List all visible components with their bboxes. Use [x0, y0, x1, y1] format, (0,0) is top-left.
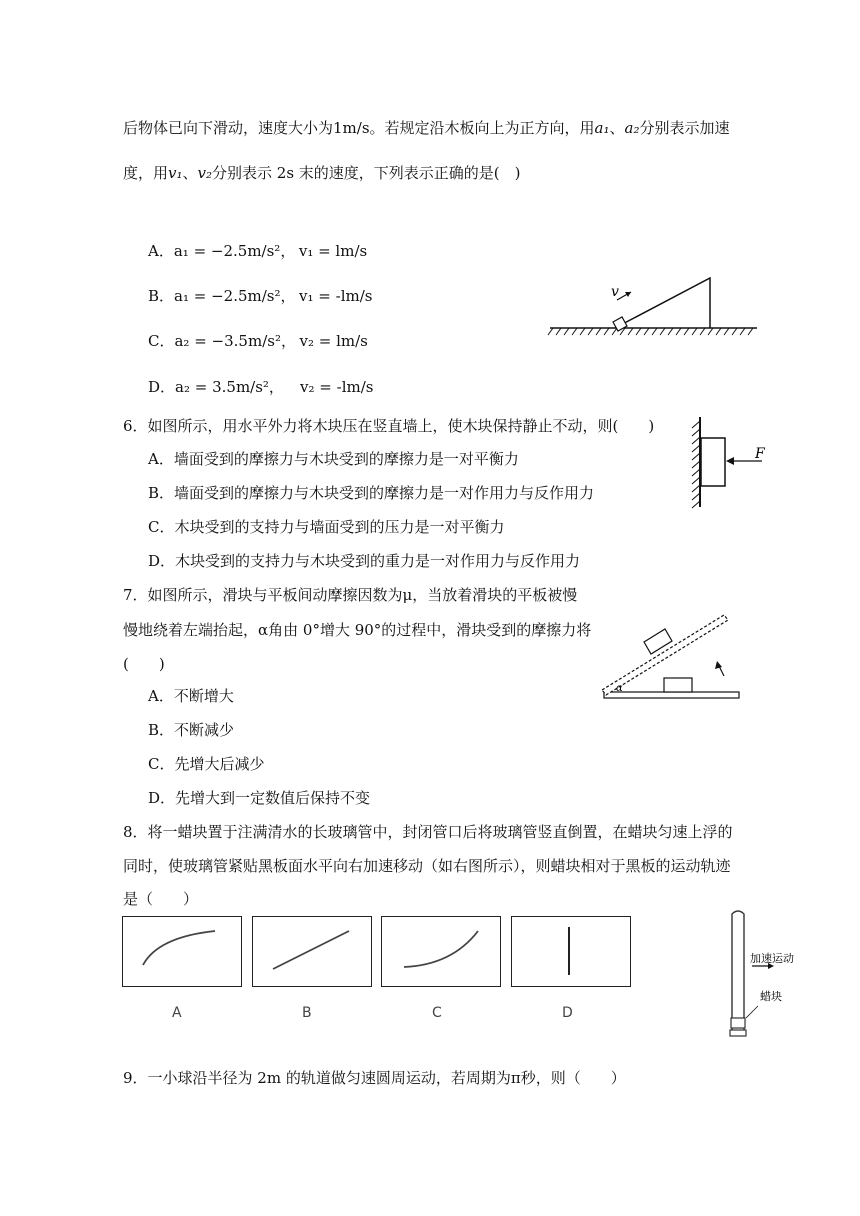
- q6-option-d[interactable]: D．木块受到的支持力与木块受到的重力是一对作用力与反作用力: [148, 552, 581, 570]
- q5-option-a[interactable]: A．a₁ = −2.5m/s²， v₁ = lm/s: [148, 242, 368, 260]
- q5-incline-figure: [545, 270, 765, 340]
- q7-board-figure: [596, 610, 746, 705]
- q8-choice-label-c: C: [432, 1005, 442, 1021]
- q8-choice-box-c[interactable]: [381, 916, 501, 987]
- q6-option-b[interactable]: B．墙面受到的摩擦力与木块受到的摩擦力是一对作用力与反作用力: [148, 484, 595, 502]
- q8-fig-block-label: 蜡块: [760, 990, 782, 1003]
- q8-choice-box-a[interactable]: [122, 916, 242, 987]
- q8-line-b: [253, 917, 371, 986]
- q8-curve-a: [123, 917, 241, 986]
- q8-line-d: [512, 917, 630, 986]
- q7-option-b[interactable]: B．不断减少: [148, 721, 235, 739]
- q7-stem-line3: ( ): [123, 655, 165, 673]
- q5-a1: a₁: [594, 119, 610, 137]
- q7-fig-alpha: α: [616, 683, 623, 694]
- q7-option-c[interactable]: C．先增大后减少: [148, 755, 265, 773]
- q5-stem-line1: 后物体已向下滑动，速度大小为1m/s。若规定沿木板向上为正方向，用a₁、a₂分别表示加速: [123, 119, 730, 137]
- q5-a2: a₂: [624, 119, 640, 137]
- q5-v1: v₁: [168, 164, 183, 182]
- q9-stem: 9．一小球沿半径为 2m 的轨道做匀速圆周运动，若周期为π秒，则（ ）: [123, 1069, 626, 1087]
- q6-option-c[interactable]: C．木块受到的支持力与墙面受到的压力是一对平衡力: [148, 518, 505, 536]
- q7-option-d[interactable]: D．先增大到一定数值后保持不变: [148, 789, 371, 807]
- q8-choice-label-b: B: [302, 1005, 312, 1021]
- q8-choice-label-a: A: [172, 1005, 182, 1021]
- q6-stem: 6．如图所示，用水平外力将木块压在竖直墙上，使木块保持静止不动，则( ): [123, 417, 655, 435]
- q5-stem-line2: 度，用v₁、v₂分别表示 2s 末的速度，下列表示正确的是( ): [123, 164, 521, 182]
- q8-fig-accel-label: 加速运动: [750, 952, 794, 965]
- q5-v2: v₂: [197, 164, 213, 182]
- q7-stem-line2: 慢地绕着左端抬起，α角由 0°增大 90°的过程中，滑块受到的摩擦力将: [123, 621, 592, 639]
- q8-tube-figure: [720, 908, 830, 1043]
- q5-fig-v-label: v: [611, 284, 619, 300]
- q8-stem-line2: 同时，使玻璃管紧贴黑板面水平向右加速移动（如右图所示），则蜡块相对于黑板的运动轨迹: [123, 857, 731, 875]
- q8-choice-label-d: D: [562, 1005, 573, 1021]
- q8-stem-line3: 是（ ）: [123, 890, 199, 908]
- q8-choice-box-d[interactable]: [511, 916, 631, 987]
- q8-curve-c: [382, 917, 500, 986]
- q8-stem-line1: 8．将一蜡块置于注满清水的长玻璃管中，封闭管口后将玻璃管竖直倒置，在蜡块匀速上浮的: [123, 823, 733, 841]
- q7-option-a[interactable]: A．不断增大: [148, 687, 234, 705]
- q6-fig-f-label: F: [755, 446, 765, 462]
- q5-option-c[interactable]: C．a₂ = −3.5m/s²， v₂ = lm/s: [148, 332, 368, 350]
- q7-stem-line1: 7．如图所示，滑块与平板间动摩擦因数为μ，当放着滑块的平板被慢: [123, 586, 578, 604]
- q5-option-b[interactable]: B．a₁ = −2.5m/s²， v₁ = -lm/s: [148, 287, 373, 305]
- q6-wall-figure: [682, 415, 782, 511]
- q5-option-d[interactable]: D．a₂ = 3.5m/s²， v₂ = -lm/s: [148, 378, 374, 396]
- q6-option-a[interactable]: A．墙面受到的摩擦力与木块受到的摩擦力是一对平衡力: [148, 450, 519, 468]
- q8-choice-box-b[interactable]: [252, 916, 372, 987]
